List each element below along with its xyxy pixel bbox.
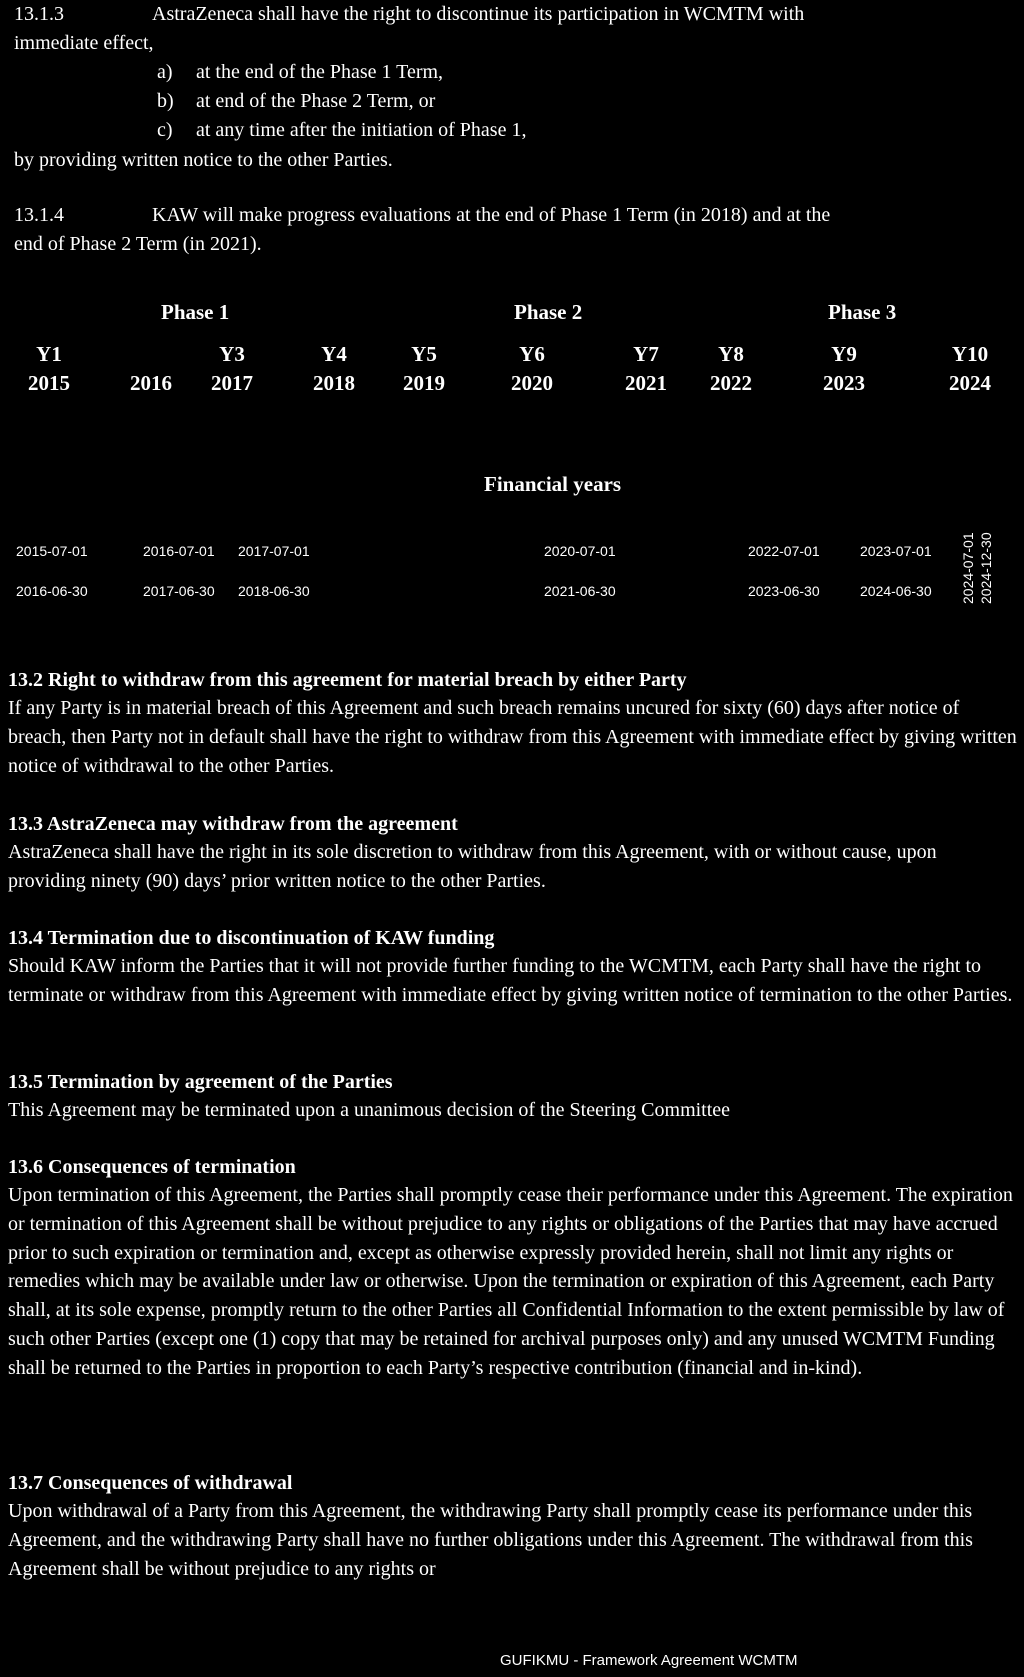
list-item-letter: a) (157, 61, 173, 83)
year-value: 2022 (710, 371, 752, 395)
section-13-3 (8, 810, 1018, 896)
clause-tail: by providing written notice to the other Parties. (14, 149, 393, 171)
year-label: Y3 (219, 342, 245, 366)
section-heading: 13.4 Termination due to discontinuation of KAW funding (8, 927, 495, 949)
year-label: Y1 (36, 342, 62, 366)
year-value: 2018 (313, 371, 355, 395)
clause-continuation: immediate effect, (14, 32, 154, 54)
financial-years-title: Financial years (484, 472, 622, 496)
list-item-letter: b) (157, 90, 174, 112)
year-label: Y5 (411, 342, 437, 366)
list-item-letter: c) (157, 119, 173, 141)
section-13-4 (8, 924, 1018, 1010)
year-label: Y10 (951, 342, 989, 366)
clause-heading-text: KAW will make progress evaluations at the end of Phase 1 Term (in 2018) and at the (152, 204, 831, 226)
year-value: 2016 (130, 371, 172, 395)
clause-number: 13.1.4 (14, 204, 64, 226)
year-value: 2021 (625, 371, 667, 395)
section-body: AstraZeneca shall have the right in its sole discretion to withdraw from this Agreement, with or without cause, upon providing ninety (90) days’ prior written notice to the other Parties. (8, 841, 937, 892)
fy-start-date: 2022-07-01 (748, 543, 820, 559)
year-value: 2015 (28, 371, 70, 395)
fy-start-date: 2020-07-01 (544, 543, 616, 559)
year-value: 2023 (823, 371, 865, 395)
section-heading: 13.5 Termination by agreement of the Parties (8, 1071, 393, 1093)
fy-end-date: 2023-06-30 (748, 583, 820, 599)
fy-rotated-date: 2024-07-01 (960, 532, 976, 604)
section-13-5 (8, 1068, 1018, 1125)
section-heading: 13.7 Consequences of withdrawal (8, 1472, 293, 1494)
list-item-text: at end of the Phase 2 Term, or (196, 90, 436, 112)
fy-end-date: 2021-06-30 (544, 583, 616, 599)
phase-label: Phase 3 (828, 300, 897, 324)
year-value: 2024 (949, 371, 991, 395)
phase-timeline (0, 0, 1024, 640)
phase-label: Phase 2 (514, 300, 583, 324)
year-label: Y8 (718, 342, 744, 366)
section-13-2 (8, 666, 1018, 780)
section-heading: 13.3 AstraZeneca may withdraw from the agreement (8, 813, 458, 835)
section-13-7 (8, 1469, 1018, 1583)
section-heading: 13.2 Right to withdraw from this agreement for material breach by either Party (8, 669, 687, 691)
year-value: 2019 (403, 371, 445, 395)
year-value: 2017 (211, 371, 253, 395)
year-value: 2020 (511, 371, 553, 395)
section-body: This Agreement may be terminated upon a unanimous decision of the Steering Committee (8, 1099, 731, 1121)
fy-end-date: 2018-06-30 (238, 583, 310, 599)
page-footer: GUFIKMU - Framework Agreement WCMTM (500, 1652, 798, 1669)
section-body: Upon termination of this Agreement, the Parties shall promptly cease their performance under this Agreement. The expiration or termination of this Agreement shall be without prejudice to any rights or obligations of the Parties that may have accrued prior to such expiration or termination and, except as otherwise expressly provided herein, shall not limit any rights or remedies which may be available under law or otherwise. Upon the termination or expiration of this Agreement, each Party shall, at its sole expense, promptly return to the other Parties all Confidential Information to the extent permissible by law of such other Parties (except one (1) copy that may be retained for archival purposes only) and any unused WCMTM Funding shall be returned to the Parties in proportion to each Party’s respective contribution (financial and in-kind). (8, 1184, 1013, 1379)
fy-end-date: 2016-06-30 (16, 583, 88, 599)
year-label: Y7 (633, 342, 659, 366)
section-heading: 13.6 Consequences of termination (8, 1156, 296, 1178)
fy-rotated-date: 2024-12-30 (978, 532, 994, 604)
section-body: Upon withdrawal of a Party from this Agreement, the withdrawing Party shall promptly cease its performance under this Agreement, and the withdrawing Party shall have no further obligations under this Agreement. The withdrawal from this Agreement shall be without prejudice to any rights or (8, 1500, 973, 1580)
fy-end-date: 2024-06-30 (860, 583, 932, 599)
section-body: If any Party is in material breach of this Agreement and such breach remains uncured for sixty (60) days after notice of breach, then Party not in default shall have the right to withdraw from this Agreement with immediate effect by giving written notice of withdrawal to the other Parties. (8, 697, 1017, 777)
phase-label: Phase 1 (161, 300, 230, 324)
section-13-6 (8, 1153, 1018, 1383)
clause-number: 13.1.3 (14, 3, 64, 25)
year-label: Y9 (831, 342, 857, 366)
fy-start-date: 2023-07-01 (860, 543, 932, 559)
year-label: Y4 (321, 342, 347, 366)
section-body: Should KAW inform the Parties that it will not provide further funding to the WCMTM, each Party shall have the right to terminate or withdraw from this Agreement with immediate effect by giving written notice of termination to the other Parties. (8, 955, 1013, 1006)
fy-start-date: 2015-07-01 (16, 543, 88, 559)
fy-start-date: 2016-07-01 (143, 543, 215, 559)
fy-end-date: 2017-06-30 (143, 583, 215, 599)
clause-continuation: end of Phase 2 Term (in 2021). (14, 233, 262, 255)
list-item-text: at the end of the Phase 1 Term, (196, 61, 444, 83)
fy-start-date: 2017-07-01 (238, 543, 310, 559)
year-label: Y6 (519, 342, 545, 366)
list-item-text: at any time after the initiation of Phase 1, (196, 119, 527, 141)
clause-heading-text: AstraZeneca shall have the right to discontinue its participation in WCMTM with (152, 3, 805, 25)
